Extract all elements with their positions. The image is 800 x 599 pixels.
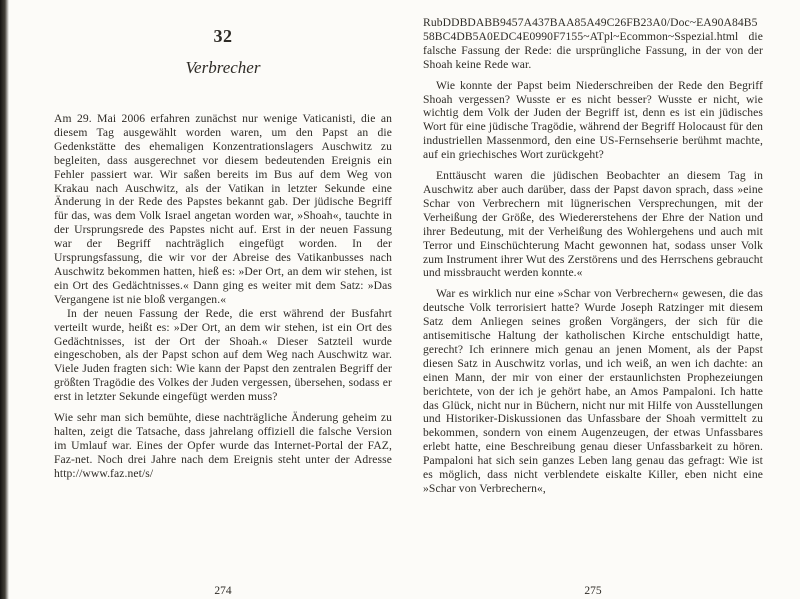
paragraph: RubDDBDABB9457A437BAA85A49C26FB23A0/Doc~EA90A84B558BC4DB5A0EDC4E0990F7155~ATpl~Ecommon~Sspezial.html die falsche Fassung der Rede: die ursprüngliche Fassung, in der von der Shoah keine Rede war. [423, 16, 763, 71]
right-page-body-text [423, 16, 763, 581]
page-right [423, 0, 763, 599]
chapter-heading [54, 26, 392, 78]
paragraph: In der neuen Fassung der Rede, die erst während der Busfahrt verteilt wurde, heißt es: »Der Ort, an dem wir stehen, ist ein Ort des Gedächtnisses, ist der Ort der Shoah.« Dieser Satzteil wurde eingeschoben, als der Papst schon auf dem Weg nach Auschwitz war. Viele Juden fragten sich: Wie kann der Papst den zentralen Begriff der größten Tragödie des Volkes der Juden vergessen, übersehen, sodass er erst in letzter Sekunde eingefügt werden muss? [54, 306, 392, 404]
paragraph: Am 29. Mai 2006 erfahren zunächst nur wenige Vaticanisti, die an diesem Tag ausgewählt worden waren, um den Papst an die Gedenkstätte des ehemaligen Konzentrationslagers Auschwitz zu begleiten, dass ausgerechnet vor diesem bedeutenden Ereignis ein Fehler passiert war. Wir saßen bereits im Bus auf dem Weg von Krakau nach Auschwitz, als der Vatikan in letzter Sekunde eine Änderung in der Rede des Papstes bekannt gab. Der jüdische Begriff für das, was dem Volk Israel angetan worden war, »Shoah«, tauchte in der Ursprungsrede des Papstes nicht auf. Erst in der neuen Fassung war der Begriff nachträglich eingefügt worden. In der Ursprungsfassung, die wir vor der Abreise des Vatikanbusses nach Auschwitz bekommen hatten, hieß es: »Der Ort, an dem wir stehen, ist ein Ort des Gedächtnisses.« Dann ging es weiter mit dem Satz: »Das Vergangene ist nie bloß vergangen.« [54, 112, 392, 306]
scan-edge-shadow [0, 0, 9, 599]
page-number-right: 275 [584, 585, 602, 597]
left-page-body-text [54, 112, 392, 579]
paragraph: Wie konnte der Papst beim Niederschreiben der Rede den Begriff Shoah vergessen? Wusste er es nicht besser? Wusste er nicht, wie wichtig dem Volk der Juden der Begriff ist, denn es ist ein jüdisches Wort für eine jüdische Tragödie, während der Begriff Holocaust für den industriellen Massenmord, den eine US-Fernsehserie berühmt machte, auf ein griechisches Wort zurückgeht? [423, 78, 763, 162]
paragraph: Wie sehr man sich bemühte, diese nachträgliche Änderung geheim zu halten, zeigt die Tatsache, dass jahrelang offiziell die falsche Version im Umlauf war. Eines der Opfer wurde das Internet-Portal der FAZ, Faz-net. Noch drei Jahre nach dem Ereignis steht unter der Adresse http://www.faz.net/s/ [54, 411, 392, 480]
page-left [54, 0, 392, 599]
chapter-number: 32 [213, 26, 233, 46]
chapter-title: Verbrecher [185, 58, 261, 77]
paragraph: Enttäuscht waren die jüdischen Beobachter an diesem Tag in Auschwitz aber auch darüber, dass der Papst davon sprach, dass »eine Schar von Verbrechern mit lügnerischen Versprechungen, mit der Verheißung der Größe, des Wiedererstehens der Ehre der Nation und ihrer Bedeutung, mit der Verheißung des Wohlergehens und auch mit Terror und Einschüchterung Macht gewonnen hat, sodass unser Volk zum Instrument ihrer Wut des Zerstörens und des Herrschens gebraucht und missbraucht werden konnte.« [423, 169, 763, 280]
paragraph: War es wirklich nur eine »Schar von Verbrechern« gewesen, die das deutsche Volk terrorisiert hatte? Wurde Joseph Ratzinger mit diesem Satz dem Anliegen seines großen Vorgängers, der sich für die antisemitische Haltung der katholischen Kirche entschuldigt hatte, gerecht? Ich erinnere mich genau an jenen Moment, als der Papst diesen Satz in Auschwitz vorlas, und ich weiß, an wen ich dachte: an einen Mann, der mir von einer der erstaunlichsten Prophezeiungen berichtete, von der ich je gehört habe, an Amos Pampaloni. Ich hatte das Glück, nicht nur in Büchern, nicht nur mit Hilfe von Ausstellungen und Historiker-Diskussionen das Unfassbare der Shoah vermittelt zu bekommen, sondern von einem Augenzeugen, der etwas Unfassbares erlebt hatte, eine Beschreibung genau dieser Unfassbarkeit zu hören. Pampaloni hat sich sein ganzes Leben lang genau das gefragt: Wie ist es möglich, dass nicht verblendete eiskalte Killer, eben nicht eine »Schar von Verbrechern«, [423, 287, 763, 495]
page-number-left: 274 [214, 585, 232, 597]
